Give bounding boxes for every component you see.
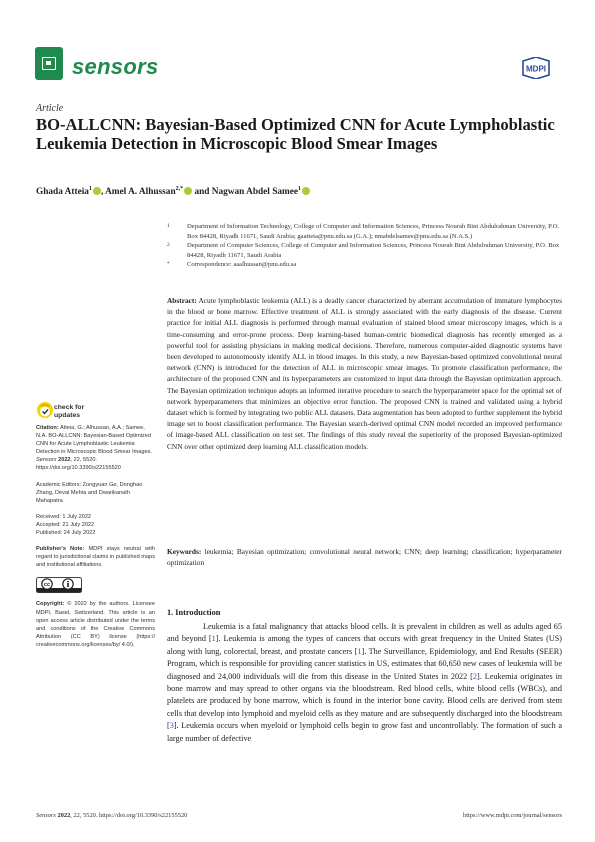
keywords: [167, 546, 562, 568]
intro-text-part: ]. Leukemia occurs when myeloid or lymphoid cells begin to grow fast and uncontrollably. The formation of such a large number of defective: [167, 721, 562, 743]
citation-link[interactable]: 2: [472, 671, 477, 681]
footer-year: 2022: [57, 812, 71, 819]
affiliation-item: [167, 241, 562, 260]
footer-journal: Sensors: [36, 812, 56, 819]
copyright-label: Copyright:: [36, 601, 65, 608]
citation-doi[interactable]: , 22, 5520. https://doi.org/10.3390/s22155520: [36, 457, 121, 472]
published-date: Published: 24 July 2022: [36, 530, 96, 537]
check-for-updates-line: check for: [54, 404, 85, 411]
sidebar-info: [36, 424, 155, 654]
intro-paragraph: [167, 621, 562, 745]
author-separator: ,: [100, 187, 106, 198]
author-affil-mark: 1: [298, 186, 302, 192]
article-title: BO-ALLCNN: Bayesian-Based Optimized CNN for Acute Lymphoblastic Leukemia Detection in Microscopic Blood Smear Images: [36, 115, 555, 153]
citation-link[interactable]: 1: [357, 646, 362, 656]
keywords-label: Keywords:: [167, 547, 202, 556]
affiliation-text: Department of Information Technology, College of Computer and Information Sciences, Princess Nourah Bint Abdulrahman University, P.O. Box 84428, Riyadh 11671, Saudi Arabia; gaatteia@pnu.edu.sa (G.A.); nmabdelsamee@pnu.edu.sa (N.A.S.): [187, 223, 560, 240]
affiliation-text: Department of Computer Sciences, College of Computer and Information Sciences, Princess Nourah Bint Abdulrahman University, P.O. Box 84428, Riyadh 11671, Saudi Arabia: [187, 242, 560, 259]
affiliations: [167, 222, 562, 270]
author-affil-mark: 2,*: [175, 186, 184, 192]
section-heading: 1. Introduction: [167, 608, 221, 617]
copyright: [36, 600, 155, 649]
affiliation-mark: *: [167, 261, 170, 267]
journal-logo-icon: [35, 47, 63, 80]
mdpi-logo-text: MDPI: [526, 64, 546, 74]
article-type: Article: [36, 103, 64, 114]
footer-citation: [36, 812, 187, 819]
intro-text-part: Leukemia is a fatal malignancy that attacks blood cells. It is prevalent in children as well as adults aged 65 and beyond [: [167, 622, 562, 644]
intro-text-part: ]. The Surveillance, Epidemiology, and End Results (SEER) Program, which is responsible for providing cancer statistics in US, estimates that 60,650 new cases of leukemia will be diagnosed and 24,000 individuals will die from this disease in the United States in 2022 [: [167, 646, 562, 681]
citation: [36, 424, 155, 473]
author-separator: and: [192, 187, 212, 198]
copyright-text: © 2022 by the authors. Licensee MDPI, Basel, Switzerland. This article is an open access article distributed under the terms and conditions of the Creative Commons Attribution (CC BY) license (https:// creativecommons.org/licenses/by/ 4.0/).: [36, 601, 155, 648]
orcid-icon[interactable]: [302, 187, 310, 195]
citation-text: Atteia, G.; Alhussan, A.A.; Samee, N.A. BO-ALLCNN: Bayesian-Based Optimized CNN for Acute Lymphoblastic Leukemia Detection in Microscopic Blood Smear Images.: [36, 425, 152, 456]
received-date: Received: 1 July 2022: [36, 513, 92, 520]
citation-label: Citation:: [36, 425, 59, 431]
intro-text-part: ]. Leukemia is among the types of cancers that occurs with great frequency in the United States (US) along with lung, colorectal, breast, and prostate cancers [: [167, 634, 563, 656]
affiliation-mark: 1: [167, 223, 170, 229]
footer-doi[interactable]: , 22, 5520. https://doi.org/10.3390/s22155520: [70, 812, 188, 819]
check-for-updates-label[interactable]: [54, 404, 84, 419]
orcid-icon[interactable]: [93, 187, 101, 195]
author-name[interactable]: Ghada Atteia: [36, 187, 89, 198]
citation-journal: Sensors: [36, 457, 57, 464]
mdpi-logo-icon: [517, 57, 555, 79]
publisher-note: [36, 545, 155, 569]
author-name[interactable]: Nagwan Abdel Samee: [211, 187, 299, 198]
publisher-note-label: Publisher's Note:: [36, 546, 85, 553]
author-list: [36, 186, 556, 197]
intro-text-part: ]. Leukemia originates in bone marrow and may spread to other organs via the bloodstream. Red blood cells, white blood cells (WBCs), and platelets are produced by bone marrow, which is found in the interior bone cavity. Blood cells are derived from stem cells that develop into lymphoid and myeloid cells as they mature and are subsequently discharged into the bloodstream [: [167, 671, 562, 731]
citation-link[interactable]: 1: [211, 634, 216, 644]
citation-year: 2022: [58, 457, 71, 464]
accepted-date: Accepted: 21 July 2022: [36, 521, 95, 528]
footer-journal-url[interactable]: https://www.mdpi.com/journal/sensors: [463, 812, 562, 819]
affiliation-item: [167, 260, 562, 270]
author-affil-mark: 1: [88, 186, 92, 192]
author-name[interactable]: Amel A. Alhussan: [105, 187, 176, 198]
check-for-updates-line: updates: [54, 411, 81, 419]
svg-text:cc: cc: [43, 582, 51, 589]
check-for-updates-icon[interactable]: [36, 401, 54, 419]
abstract-text: Acute lymphoblastic leukemia (ALL) is a deadly cancer characterized by aberrant accumulation of immature lymphocytes in the blood or bone marrow. Effective treatment of ALL is strongly associated with the early diagnosis of the disease. Current practice for initial ALL diagnosis is performed through manual evaluation of stained blood smear microscopy images, which is a time-consuming and error-prone process. Deep learning-based human-centric biomedical diagnosis has recently emerged as a powerful tool for assisting physicians in making medical decisions. Therefore, numerous computer-aided diagnostic systems have been developed to autonomously identify ALL in blood images. In this study, a new Bayesian-based optimized convolutional neural network (CNN) is introduced for the detection of ALL in microscopic smear images. To promote classification performance, the architecture of the proposed CNN and its hyperparameters are customized to input data through the Bayesian optimization approach. The Bayesian optimization technique adopts an informed iterative procedure to search the hyperparameter space for the optimal set of network hyperparameters that minimizes an objective error function. The proposed CNN is trained and validated using a hybrid dataset which is formed by integrating two public ALL datasets. Data augmentation has been adopted to further supplement the hybrid image set to boost classification performance. The Bayesian search-derived optimal CNN model recorded an improved performance of image-based ALL classification on test set. The findings of this study reveal the superiority of the proposed Bayesian-optimized CNN over other optimized deep learning ALL classification models.: [167, 296, 562, 451]
keywords-text: leukemia; Bayesian optimization; convolutional neural network; CNN; deep learning; classification; hyperparameter optimization: [167, 547, 562, 568]
orcid-icon[interactable]: [184, 187, 192, 195]
affiliation-item: [167, 222, 562, 241]
publisher-note-text: MDPI stays neutral with regard to jurisdictional claims in published maps and institutional affiliations.: [36, 546, 155, 569]
journal-name: sensors: [72, 54, 159, 79]
abstract: [167, 295, 562, 452]
abstract-label: Abstract:: [167, 296, 197, 305]
academic-editors: Academic Editors: Zongyuan Ge, Donghao Zhang, Deval Mehta and Dwarikanath Mahapatra: [36, 481, 143, 504]
citation-link[interactable]: 3: [169, 721, 174, 731]
cc-by-license-icon[interactable]: [36, 577, 82, 593]
affiliation-mark: 2: [167, 242, 170, 248]
correspondence-text: Correspondence: aaalhussan@pnu.edu.sa: [187, 261, 297, 268]
